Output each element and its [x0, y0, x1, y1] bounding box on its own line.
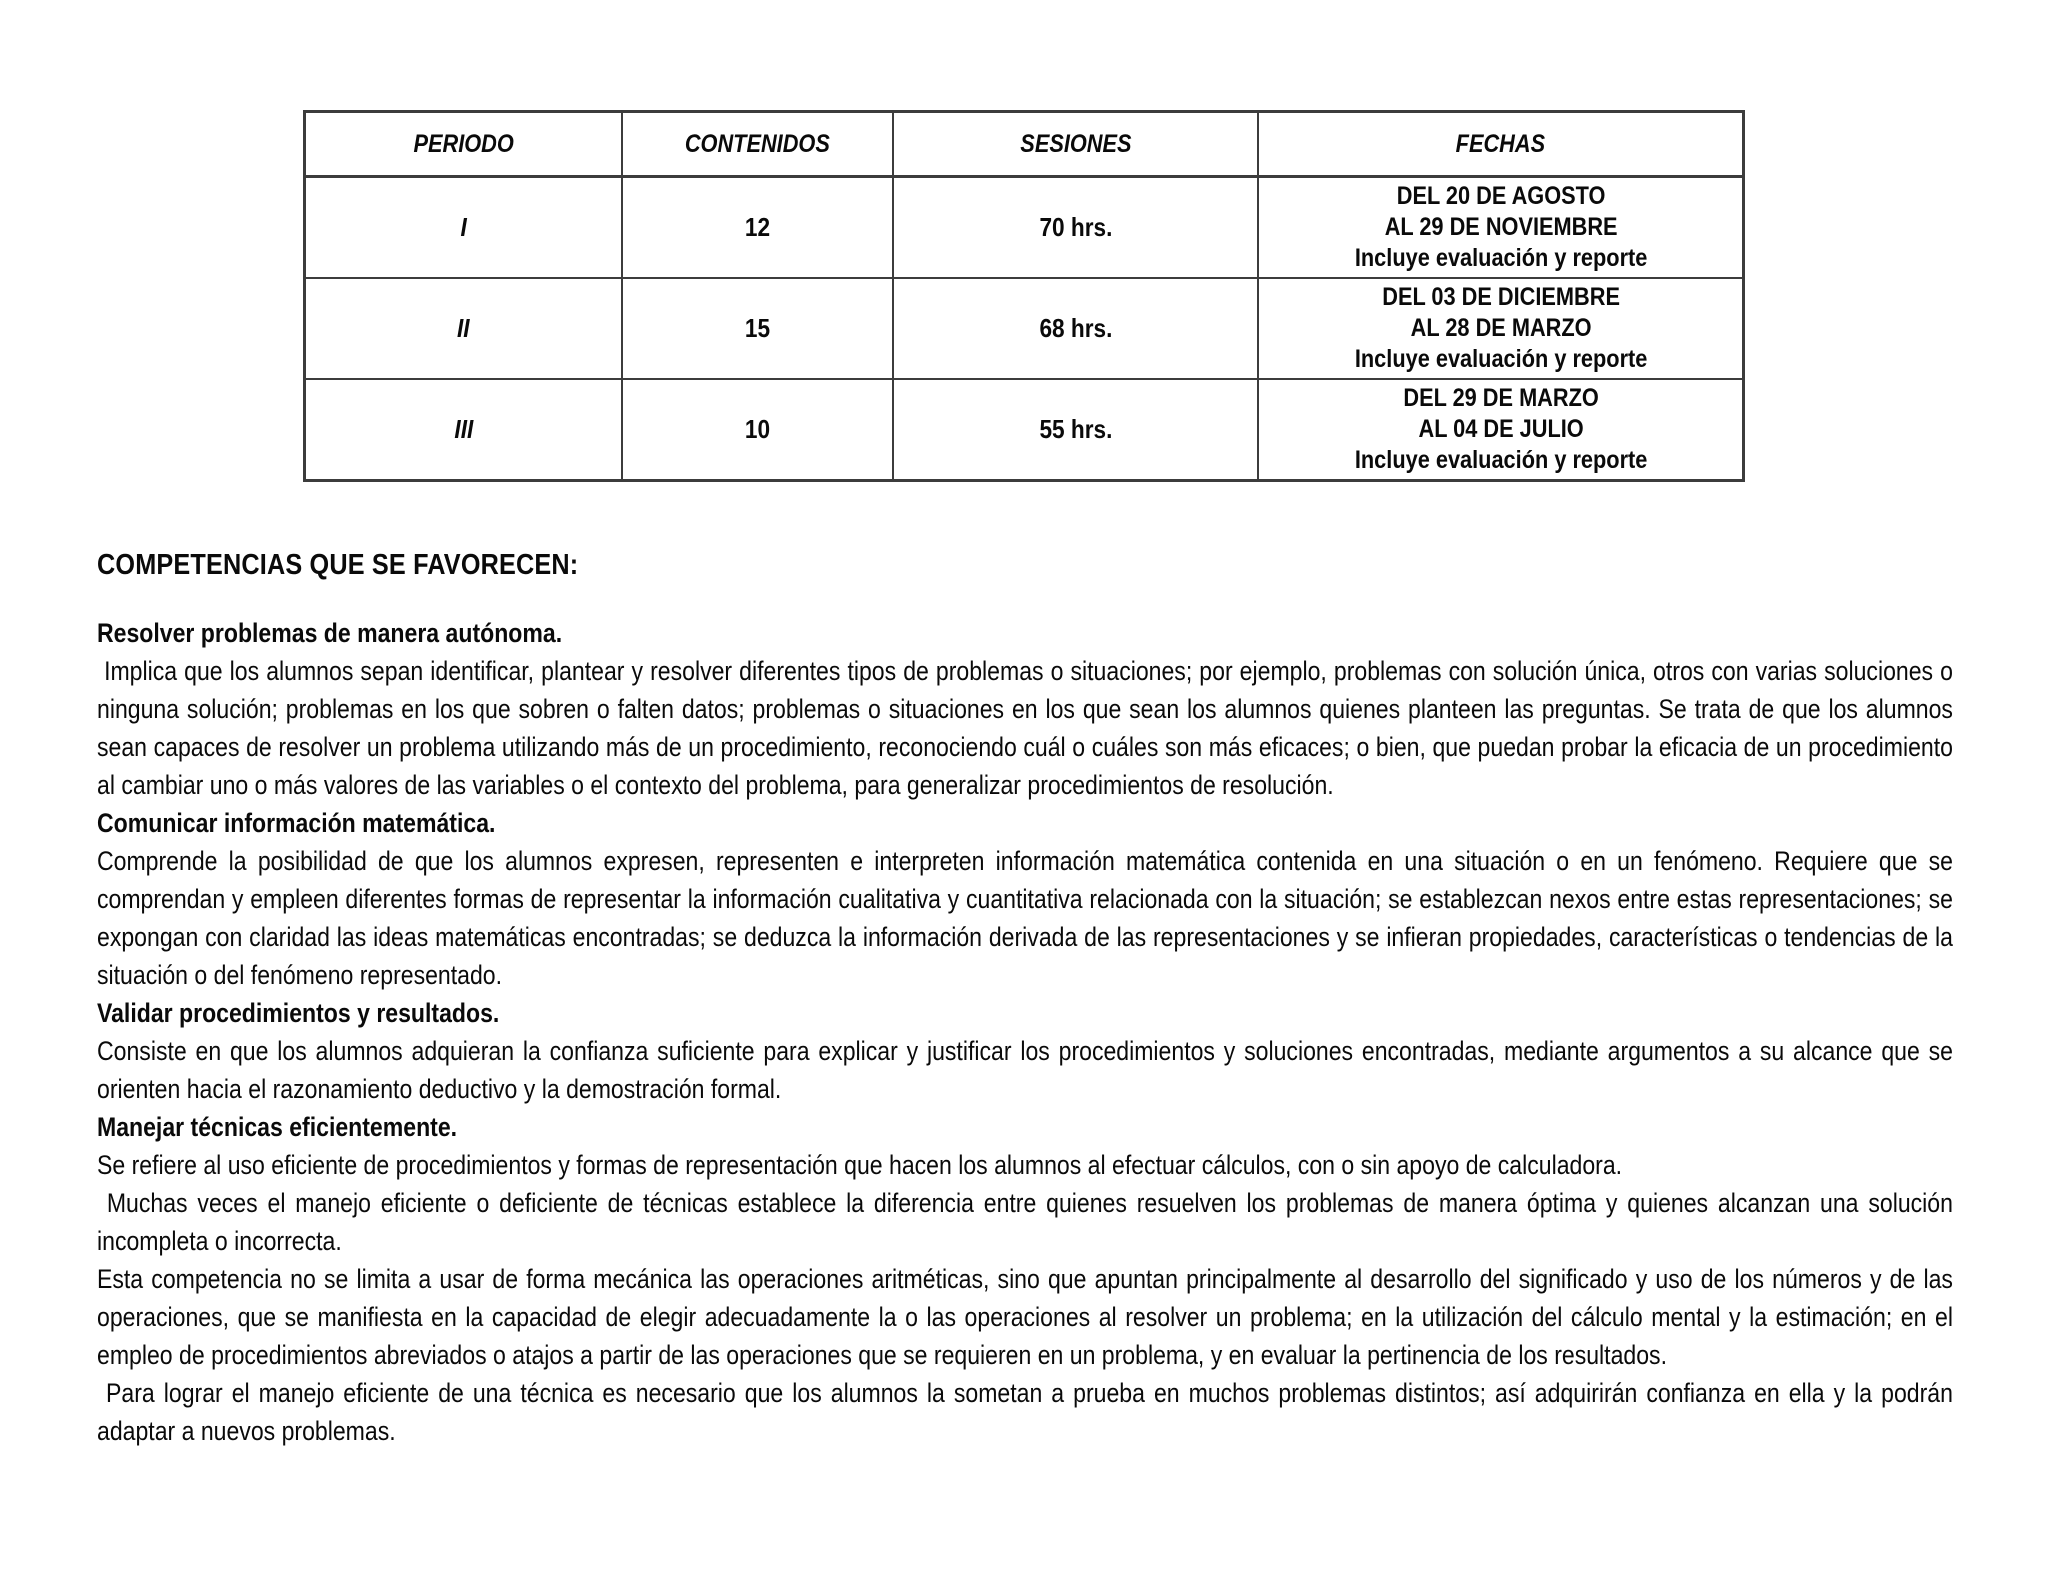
fecha-line: Incluye evaluación y reporte — [1354, 345, 1647, 373]
fecha-line: Incluye evaluación y reporte — [1354, 244, 1647, 272]
sesiones-cell: 68 hrs. — [893, 278, 1258, 379]
competencia-paragraph: Para lograr el manejo eficiente de una técnica es necesario que los alumnos la sometan a prueba en muchos problemas distintos; así adquirirán confianza en ella y la podrán adaptar a nuevos problemas. — [97, 1378, 1960, 1446]
column-header-fechas: FECHAS — [1258, 112, 1743, 177]
fecha-line: AL 29 DE NOVIEMBRE — [1384, 213, 1618, 241]
table-row-periodo-1 — [305, 177, 1744, 279]
column-header-sesiones: SESIONES — [893, 112, 1258, 177]
competencia-paragraph: Se refiere al uso eficiente de procedimientos y formas de representación que hacen los alumnos al efectuar cálculos, con o sin apoyo de calculadora. — [97, 1150, 1623, 1180]
competencia-heading: Resolver problemas de manera autónoma. — [97, 618, 563, 648]
fechas-cell — [1258, 379, 1743, 481]
competencia-validar-procedimientos — [97, 994, 1960, 1108]
competencia-paragraph: Esta competencia no se limita a usar de forma mecánica las operaciones aritméticas, sino que apuntan principalmente al desarrollo del significado y uso de los números y de las operaciones, que se manifiesta en la capacidad de elegir adecuadamente la o las operaciones al resolver un problema; en la utilización del cálculo mental y la estimación; en el empleo de procedimientos abreviados o atajos a partir de las operaciones que se requieren en un problema, y en evaluar la pertinencia de los resultados. — [97, 1264, 1960, 1370]
table-header-row — [305, 112, 1744, 177]
competencia-heading: Comunicar información matemática. — [97, 808, 496, 838]
competencia-manejar-tecnicas — [97, 1108, 1960, 1450]
periodo-cell: II — [305, 278, 622, 379]
contenidos-cell: 15 — [622, 278, 893, 379]
table-row-periodo-3 — [305, 379, 1744, 481]
table-row-periodo-2 — [305, 278, 1744, 379]
contenidos-cell: 12 — [622, 177, 893, 279]
fecha-line: Incluye evaluación y reporte — [1354, 446, 1647, 474]
periodo-cell: III — [305, 379, 622, 481]
fechas-cell — [1258, 177, 1743, 279]
fecha-line: DEL 03 DE DICIEMBRE — [1381, 283, 1620, 311]
sesiones-cell: 70 hrs. — [893, 177, 1258, 279]
section-title: COMPETENCIAS QUE SE FAVORECEN: — [97, 549, 579, 581]
contenidos-cell: 10 — [622, 379, 893, 481]
column-header-contenidos: CONTENIDOS — [622, 112, 893, 177]
fecha-line: AL 04 DE JULIO — [1418, 415, 1584, 443]
competencia-paragraph: Muchas veces el manejo eficiente o deficiente de técnicas establece la diferencia entre quienes resuelven los problemas de manera óptima y quienes alcanzan una solución incompleta o incorrecta. — [97, 1188, 1960, 1256]
competencia-paragraph: Consiste en que los alumnos adquieran la confianza suficiente para explicar y justificar los procedimientos y soluciones encontradas, mediante argumentos a su alcance que se orienten hacia el razonamiento deductivo y la demostración formal. — [97, 1036, 1960, 1104]
competencia-resolver-problemas — [97, 614, 1960, 804]
competencia-paragraph: Implica que los alumnos sepan identificar, plantear y resolver diferentes tipos de problemas o situaciones; por ejemplo, problemas con solución única, otros con varias soluciones o ninguna solución; problemas en los que sobren o falten datos; problemas o situaciones en los que sean los alumnos quienes planteen las preguntas. Se trata de que los alumnos sean capaces de resolver un problema utilizando más de un procedimiento, reconociendo cuál o cuáles son más eficaces; o bien, que puedan probar la eficacia de un procedimiento al cambiar uno o más valores de las variables o el contexto del problema, para generalizar procedimientos de resolución. — [97, 656, 1960, 800]
sesiones-cell: 55 hrs. — [893, 379, 1258, 481]
competencias-section — [97, 546, 1960, 1450]
competencia-comunicar-informacion — [97, 804, 1960, 994]
periodo-cell: I — [305, 177, 622, 279]
fecha-line: DEL 20 DE AGOSTO — [1396, 182, 1606, 210]
fecha-line: DEL 29 DE MARZO — [1402, 384, 1599, 412]
schedule-table — [303, 110, 1745, 482]
fechas-cell — [1258, 278, 1743, 379]
competencia-paragraph: Comprende la posibilidad de que los alumnos expresen, representen e interpreten información matemática contenida en una situación o en un fenómeno. Requiere que se comprendan y empleen diferentes formas de representar la información cualitativa y cuantitativa relacionada con la situación; se establezcan nexos entre estas representaciones; se expongan con claridad las ideas matemáticas encontradas; se deduzca la información derivada de las representaciones y se infieran propiedades, características o tendencias de la situación o del fenómeno representado. — [97, 846, 1960, 990]
fecha-line: AL 28 DE MARZO — [1410, 314, 1592, 342]
column-header-periodo: PERIODO — [305, 112, 622, 177]
competencia-heading: Validar procedimientos y resultados. — [97, 998, 500, 1028]
competencia-heading: Manejar técnicas eficientemente. — [97, 1112, 458, 1142]
